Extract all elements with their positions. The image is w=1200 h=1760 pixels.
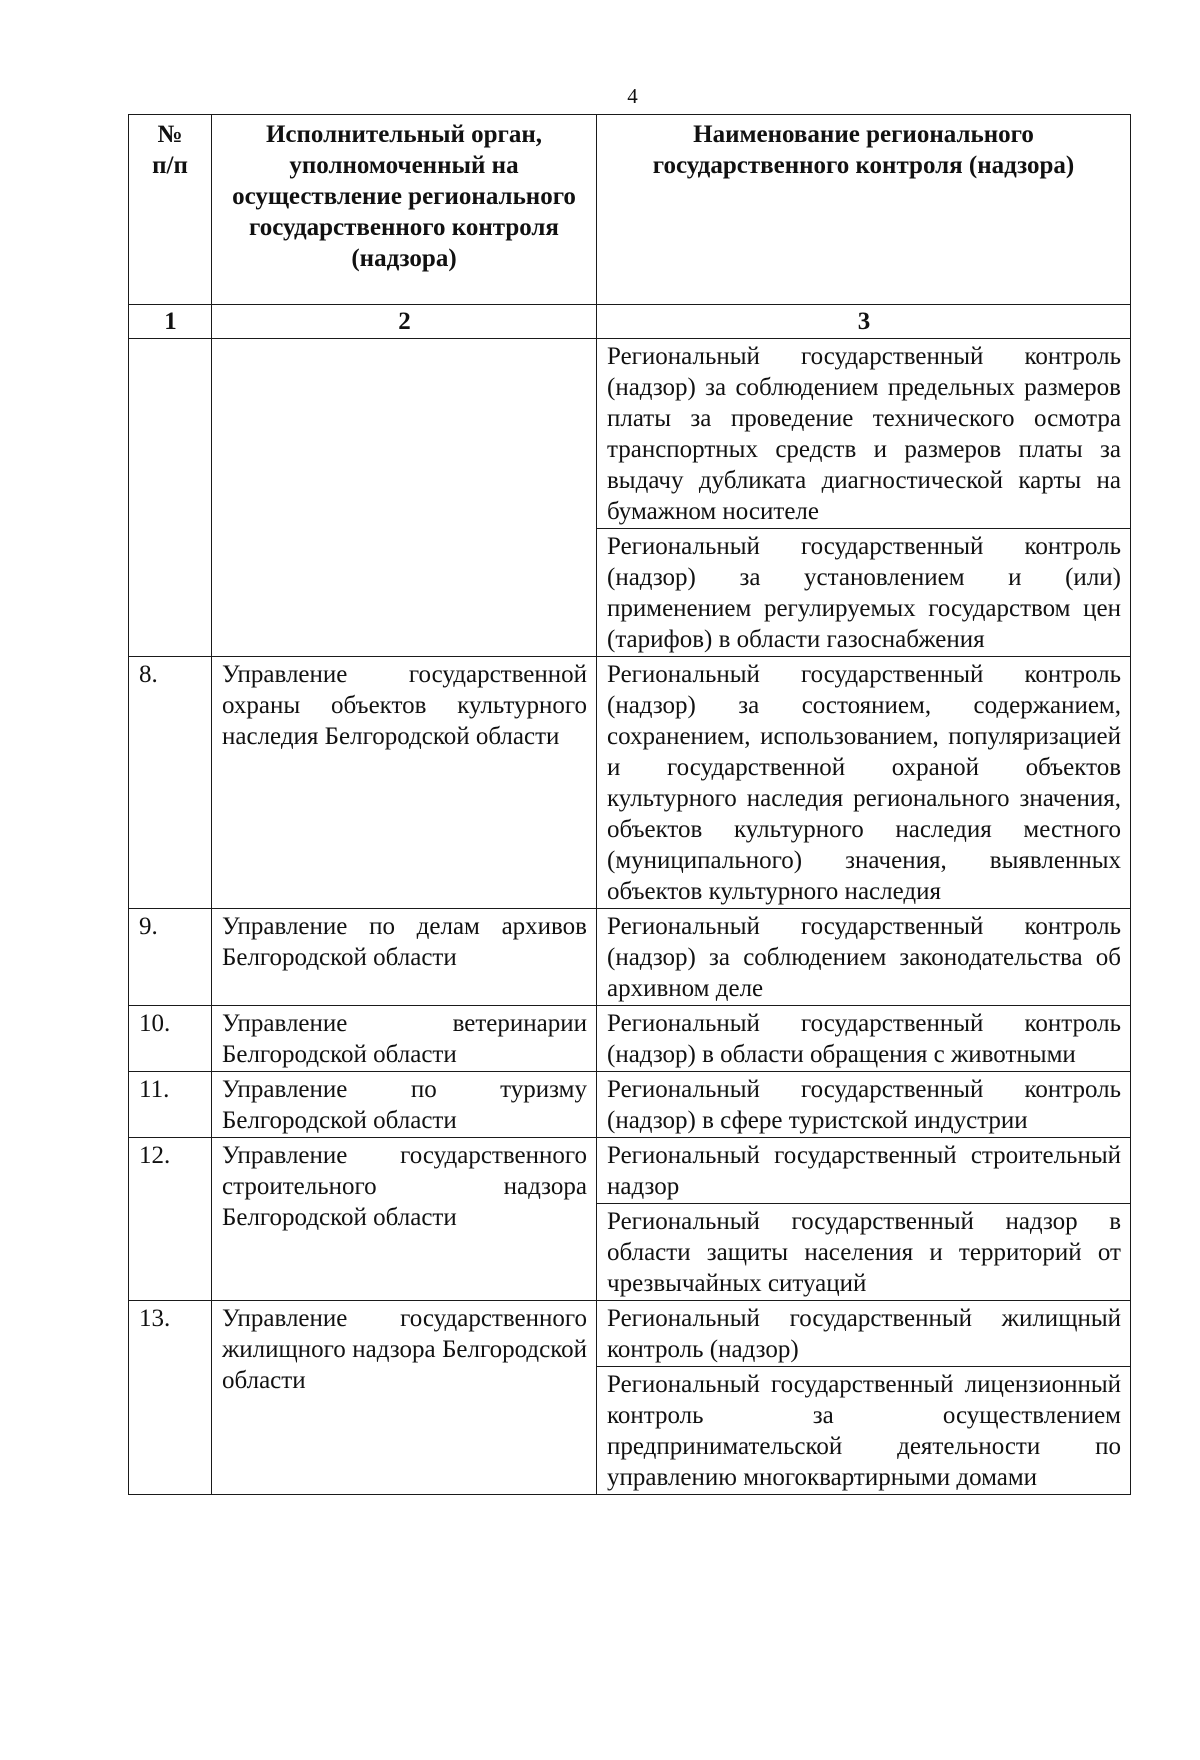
column-index-1: 1: [129, 305, 212, 339]
page-number: 4: [627, 84, 638, 108]
header-num: № п/п: [129, 115, 212, 305]
column-index-3: 3: [597, 305, 1131, 339]
header-org: Исполнительный орган, уполномоченный на осуществление регионального государственного контроля (надзора): [212, 115, 597, 305]
row-control: Региональный государственный строительный надзор: [597, 1138, 1131, 1204]
table-row: [129, 339, 1131, 529]
row-control: Региональный государственный контроль (надзор) за установлением и (или) применением регулируемых государством цен (тарифов) в области газоснабжения: [597, 529, 1131, 657]
row-org: Управление государственного строительного надзора Белгородской области: [212, 1138, 597, 1301]
header-control: Наименование регионального государственного контроля (надзора): [597, 115, 1131, 305]
row-num: 9.: [129, 909, 212, 1006]
row-control: Региональный государственный контроль (надзор) в сфере туристской индустрии: [597, 1072, 1131, 1138]
row-control: Региональный государственный лицензионный контроль за осуществлением предпринимательской деятельности по управлению многоквартирными домами: [597, 1367, 1131, 1495]
row-num: 13.: [129, 1301, 212, 1495]
row-control: Региональный государственный контроль (надзор) в области обращения с животными: [597, 1006, 1131, 1072]
table-row: [129, 909, 1131, 1006]
row-org: Управление государственной охраны объектов культурного наследия Белгородской области: [212, 657, 597, 909]
row-num: 12.: [129, 1138, 212, 1301]
row-org: [212, 339, 597, 657]
row-num: 8.: [129, 657, 212, 909]
row-num: [129, 339, 212, 657]
row-control: Региональный государственный жилищный контроль (надзор): [597, 1301, 1131, 1367]
row-control: Региональный государственный надзор в области защиты населения и территорий от чрезвычайных ситуаций: [597, 1204, 1131, 1301]
table-row: [129, 1301, 1131, 1367]
table-row: [129, 1138, 1131, 1204]
row-num: 10.: [129, 1006, 212, 1072]
row-control: Региональный государственный контроль (надзор) за состоянием, содержанием, сохранением, использованием, популяризацией и государственной охраной объектов культурного наследия регионального значения, объектов культурного наследия местного (муниципального) значения, выявленных объектов культурного наследия: [597, 657, 1131, 909]
table-row: [129, 657, 1131, 909]
table-header-row: [129, 115, 1131, 305]
row-num: 11.: [129, 1072, 212, 1138]
row-org: Управление по делам архивов Белгородской области: [212, 909, 597, 1006]
row-control: Региональный государственный контроль (надзор) за соблюдением предельных размеров платы за проведение технического осмотра транспортных средств и размеров платы за выдачу дубликата диагностической карты на бумажном носителе: [597, 339, 1131, 529]
table-row: [129, 1072, 1131, 1138]
column-index-row: [129, 305, 1131, 339]
table-row: [129, 1006, 1131, 1072]
row-control: Региональный государственный контроль (надзор) за соблюдением законодательства об архивном деле: [597, 909, 1131, 1006]
row-org: Управление по туризму Белгородской области: [212, 1072, 597, 1138]
row-org: Управление ветеринарии Белгородской области: [212, 1006, 597, 1072]
row-org: Управление государственного жилищного надзора Белгородской области: [212, 1301, 597, 1495]
column-index-2: 2: [212, 305, 597, 339]
regional-control-table: [128, 114, 1131, 1495]
